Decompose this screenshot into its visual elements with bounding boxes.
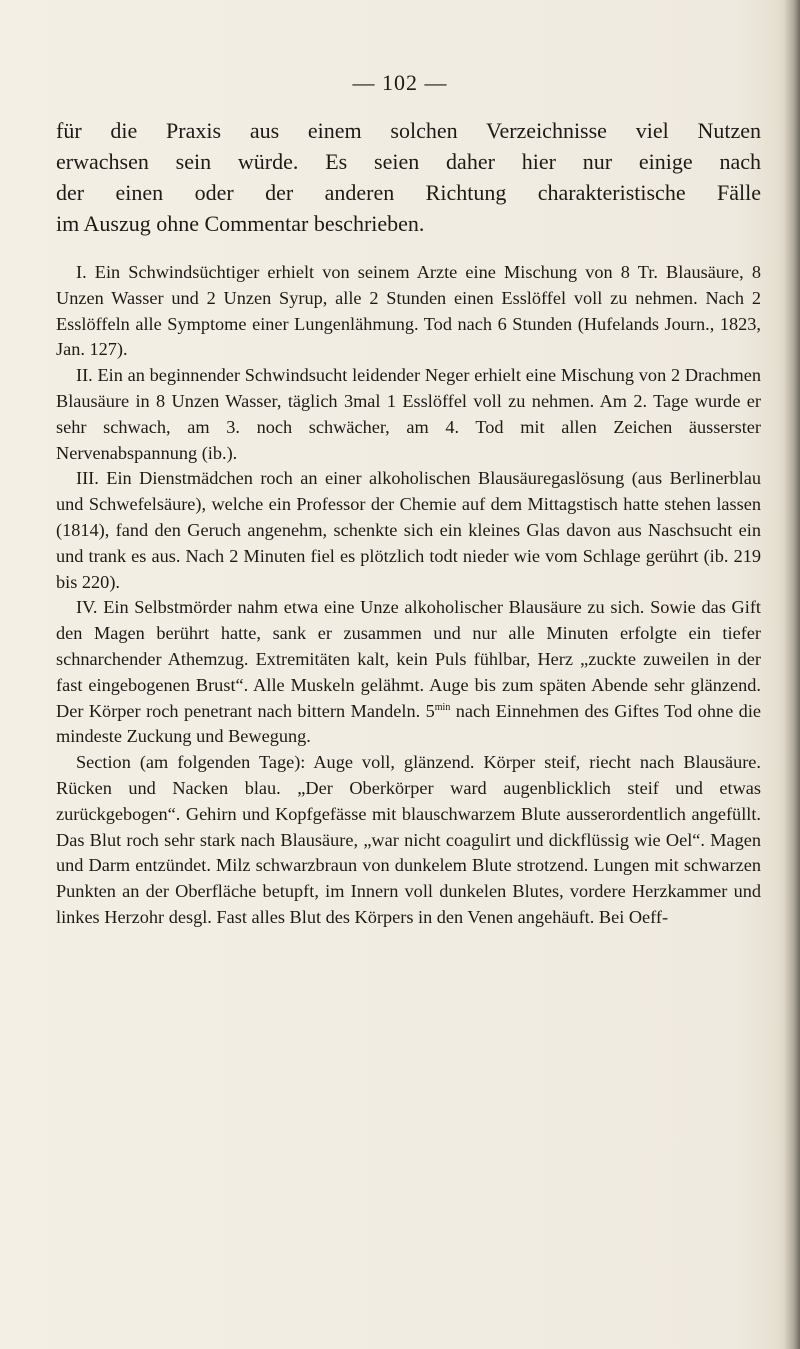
case-3-paragraph: III. Ein Dienstmädchen roch an einer alkoholischen Blausäuregaslösung (aus Berlinerblau und Schwefelsäure), welche ein Professor der Chemie auf dem Mittagstisch hatte stehen lassen (1814), fand den Geruch angenehm, schenkte sich ein kleines Glas davon aus Naschsucht ein und trank es aus. Nach 2 Minuten fiel es plötzlich todt nieder wie vom Schlage gerührt (ib. 219 bis 220).	[56, 468, 761, 592]
section-findings-paragraph: Section (am folgenden Tage): Auge voll, glänzend. Körper steif, riecht nach Blausäure. Rücken und Nacken blau. „Der Oberkörper ward augenblicklich steif und etwas zurückgebogen“. Gehirn und Kopfgefässe mit blauschwarzem Blute ausserordentlich angefüllt. Das Blut roch sehr stark nach Blausäure, „war nicht coagulirt und dickflüssig wie Oel“. Magen und Darm entzündet. Milz schwarzbraun von dunkelem Blute strotzend. Lungen mit schwarzen Punkten an der Oberfläche betupft, im Innern voll dunkelen Blutes, vordere Herzkammer und linkes Herzohr desgl. Fast alles Blut des Körpers in den Venen angehäuft. Bei Oeff-	[56, 752, 761, 927]
case-2-paragraph: II. Ein an beginnender Schwindsucht leidender Neger erhielt eine Mischung von 2 Drachmen Blausäure in 8 Unzen Wasser, täglich 3mal 1 Esslöffel voll zu nehmen. Am 2. Tage wurde er sehr schwach, am 3. noch schwächer, am 4. Tod mit allen Zeichen äusserster Nervenabspannung (ib.).	[56, 365, 761, 463]
intro-line: für die Praxis aus einem solchen Verzeichnisse viel Nutzen	[56, 118, 761, 143]
case-list	[56, 260, 761, 931]
intro-line: der einen oder der anderen Richtung charakteristische Fälle	[56, 180, 761, 205]
case-4-paragraph	[56, 595, 761, 750]
case-4-text-a: IV. Ein Selbstmörder nahm etwa eine Unze alkoholischer Blausäure zu sich. Sowie das Gift den Magen berührt hatte, sank er zusammen und nur alle Minuten erfolgte ein tiefer schnarchender Athemzug. Extremitäten kalt, kein Puls fühlbar, Herz „zuckte zuweilen in der fast eingebogenen Brust“. Alle Muskeln gelähmt. Auge bis zum späten Abende sehr glänzend. Der Körper roch penetrant nach bittern Mandeln. 5	[56, 597, 761, 721]
minutes-superscript: min	[434, 701, 451, 713]
intro-line: erwachsen sein würde. Es seien daher hier nur einige nach	[56, 149, 761, 174]
intro-paragraph	[56, 115, 761, 239]
page-number: — 102 —	[352, 70, 448, 95]
page-edge-shadow	[784, 0, 800, 1349]
case-1-paragraph: I. Ein Schwindsüchtiger erhielt von seinem Arzte eine Mischung von 8 Tr. Blausäure, 8 Unzen Wasser und 2 Unzen Syrup, alle 2 Stunden einen Esslöffel voll zu nehmen. Nach 2 Esslöffeln alle Symptome einer Lungenlähmung. Tod nach 6 Stunden (Hufelands Journ., 1823, Jan. 127).	[56, 262, 761, 360]
case-4-text-b: nach Einnehmen des Giftes Tod ohne die mindeste Zuckung und Bewegung.	[56, 700, 762, 747]
intro-line: im Auszug ohne Commentar beschrieben.	[56, 211, 425, 236]
